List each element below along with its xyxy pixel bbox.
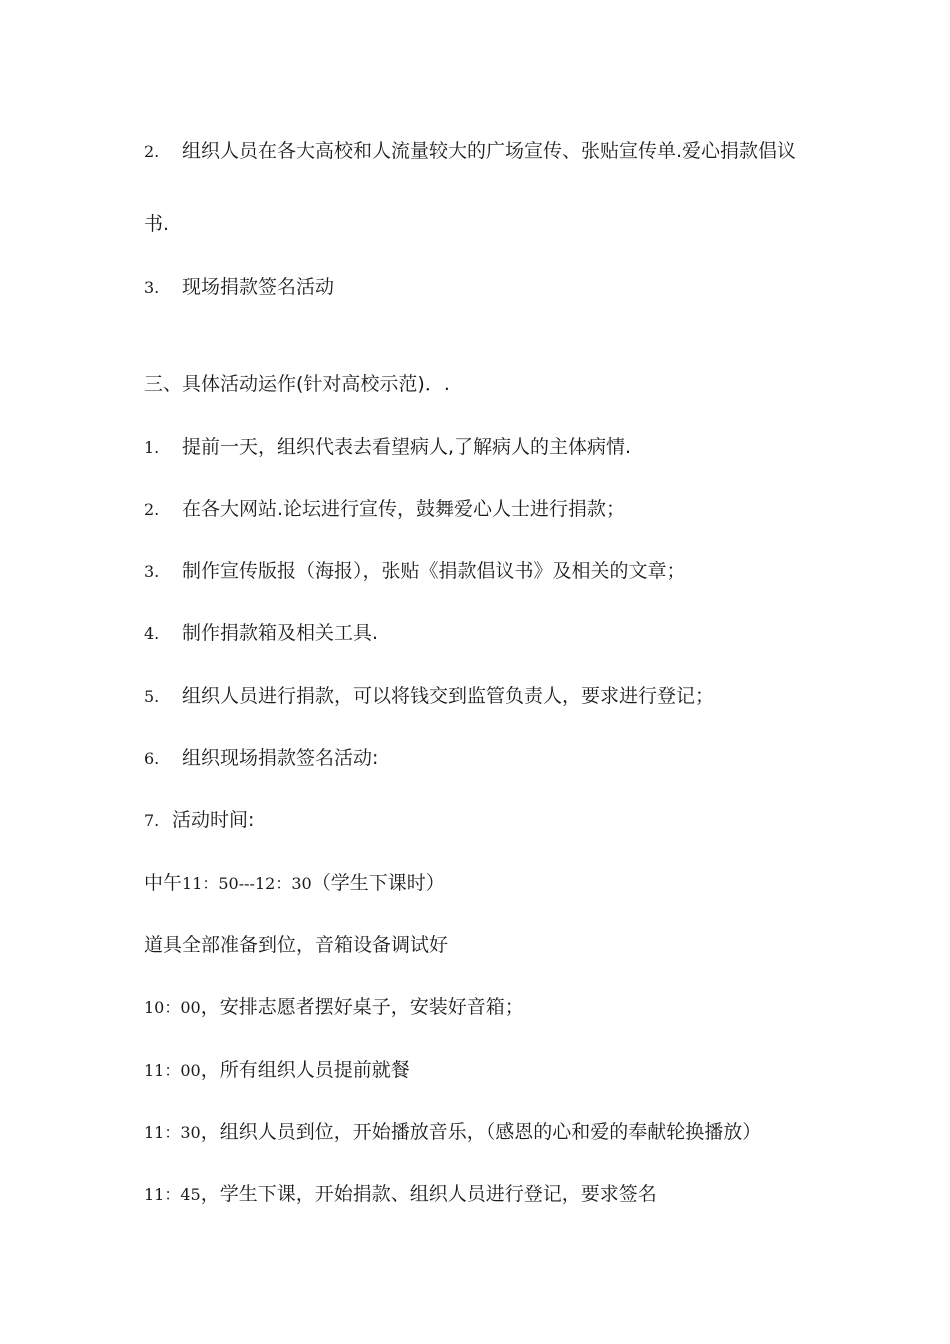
item-number: 4. (144, 624, 160, 643)
schedule-entry-1145 (144, 1182, 657, 1207)
item-text: ，安排志愿者摆好桌子，安装好音箱； (200, 996, 524, 1018)
item-text: 道具全部准备到位，音箱设备调试好 (144, 934, 449, 956)
item-text: 在各大网站.论坛进行宣传，鼓舞爱心人士进行捐款； (182, 498, 626, 520)
item-text: 活动时间: (172, 809, 255, 831)
list-item-1 (144, 435, 631, 460)
item-number: 2. (144, 500, 160, 519)
item-text: （学生下课时） (311, 872, 445, 894)
list-item-3 (144, 559, 686, 584)
item-number: 6. (144, 749, 160, 768)
item-number: 1. (144, 438, 160, 457)
time-stamp: 11：00 (144, 1061, 201, 1080)
item-text: 制作宣传版报（海报），张贴《捐款倡议书》及相关的文章； (182, 560, 686, 582)
list-item-6 (144, 746, 378, 771)
item-text: 制作捐款箱及相关工具. (182, 622, 379, 644)
time-stamp: 11：30 (144, 1123, 201, 1142)
item-number: 2. (144, 142, 160, 161)
item-text: ，所有组织人员提前就餐 (200, 1059, 410, 1081)
item-text: 书. (144, 213, 170, 235)
time-prefix: 中午 (144, 872, 183, 894)
schedule-entry-1100 (144, 1058, 410, 1083)
schedule-entry-1130 (144, 1120, 761, 1145)
item-text: 现场捐款签名活动 (182, 276, 335, 298)
list-item-2-promotion (144, 139, 796, 164)
heading-text: 三、具体活动运作(针对高校示范)．. (144, 373, 450, 395)
item-number: 3. (144, 278, 160, 297)
time-range: 11：50---12：30 (182, 874, 312, 893)
list-item-5 (144, 684, 714, 709)
list-item-7 (144, 808, 254, 833)
list-item-2 (144, 497, 625, 522)
list-item-4 (144, 621, 378, 646)
time-stamp: 10：00 (144, 998, 201, 1017)
item-number: 3. (144, 562, 160, 581)
list-item-3-onsite-signing (144, 275, 334, 300)
item-number: 5. (144, 687, 160, 706)
item-text: ，学生下课，开始捐款、组织人员进行登记，要求签名 (200, 1183, 657, 1205)
schedule-preparation-line (144, 933, 448, 957)
item-text: 组织人员进行捐款，可以将钱交到监管负责人，要求进行登记； (182, 685, 715, 707)
schedule-entry-1000 (144, 995, 524, 1020)
schedule-noon-line (144, 871, 445, 896)
item-text: 组织人员在各大高校和人流量较大的广场宣传、张贴宣传单.爱心捐款倡议 (182, 140, 797, 162)
item-text: ，组织人员到位，开始播放音乐，（感恩的心和爱的奉献轮换播放） (200, 1121, 762, 1143)
item-text: 提前一天，组织代表去看望病人,了解病人的主体病情. (182, 436, 632, 458)
section-heading (144, 372, 450, 396)
paragraph-continuation (144, 212, 169, 236)
item-number: 7. (144, 811, 160, 830)
time-stamp: 11：45 (144, 1185, 201, 1204)
item-text: 组织现场捐款签名活动: (182, 747, 379, 769)
